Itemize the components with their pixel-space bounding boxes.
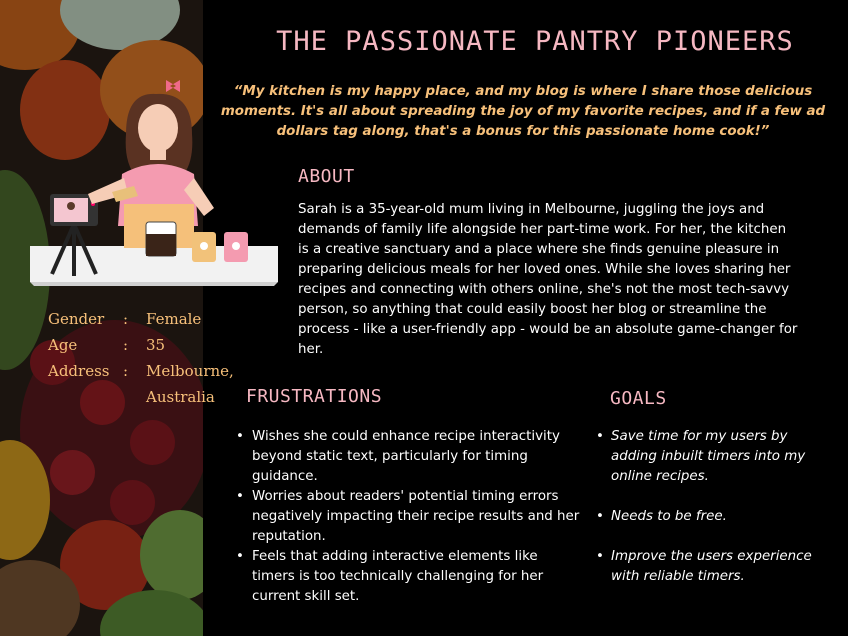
list-item: • Feels that adding interactive elements like timers is too technically challenging for her current skill set. [234,547,584,607]
info-value: Melbourne, Australia [146,362,234,406]
goals-heading: GOALS [610,388,667,409]
goals-list [594,427,819,607]
info-value: Female [146,310,202,328]
page-title: THE PASSIONATE PANTRY PIONEERS [276,26,794,57]
list-item: • Needs to be free. [594,507,819,527]
list-item: • Worries about readers' potential timing errors negatively impacting their recipe results and her reputation. [234,487,584,547]
frustrations-list [234,427,584,607]
info-label: Address [48,362,110,380]
frustrations-heading: FRUSTRATIONS [246,386,383,407]
info-colon: : [123,362,129,380]
info-row-address [48,358,234,410]
info-value: 35 [146,336,166,354]
info-colon: : [123,310,129,328]
info-row-gender [48,306,228,332]
info-label: Age [48,336,78,354]
list-item: • Improve the users experience with reliable timers. [594,547,819,587]
info-row-age [48,332,228,358]
persona-info [48,306,234,410]
info-label: Gender [48,310,105,328]
list-item: • Save time for my users by adding inbuilt timers into my online recipes. [594,427,819,487]
list-item: • Wishes she could enhance recipe interactivity beyond static text, particularly for timing guidance. [234,427,584,487]
persona-quote: “My kitchen is my happy place, and my blog is where I share those delicious moments. It's all about spreading the joy of my favorite recipes, and if a few ad dollars tag along, that's a bonus for this passionate home cook!” [220,84,826,139]
about-text: Sarah is a 35-year-old mum living in Melbourne, juggling the joys and demands of family life alongside her part-time work. For her, the kitchen is a creative sanctuary and a place where she finds genuine pleasure in preparing delicious meals for her loved ones. While she loves sharing her recipes and connecting with others online, she's not the most tech-savvy person, so anything that could easily boost her blog or streamline the process - like a user-friendly app - would be an absolute game-changer for her. [298,202,798,357]
info-colon: : [123,336,129,354]
about-heading: ABOUT [298,166,355,187]
